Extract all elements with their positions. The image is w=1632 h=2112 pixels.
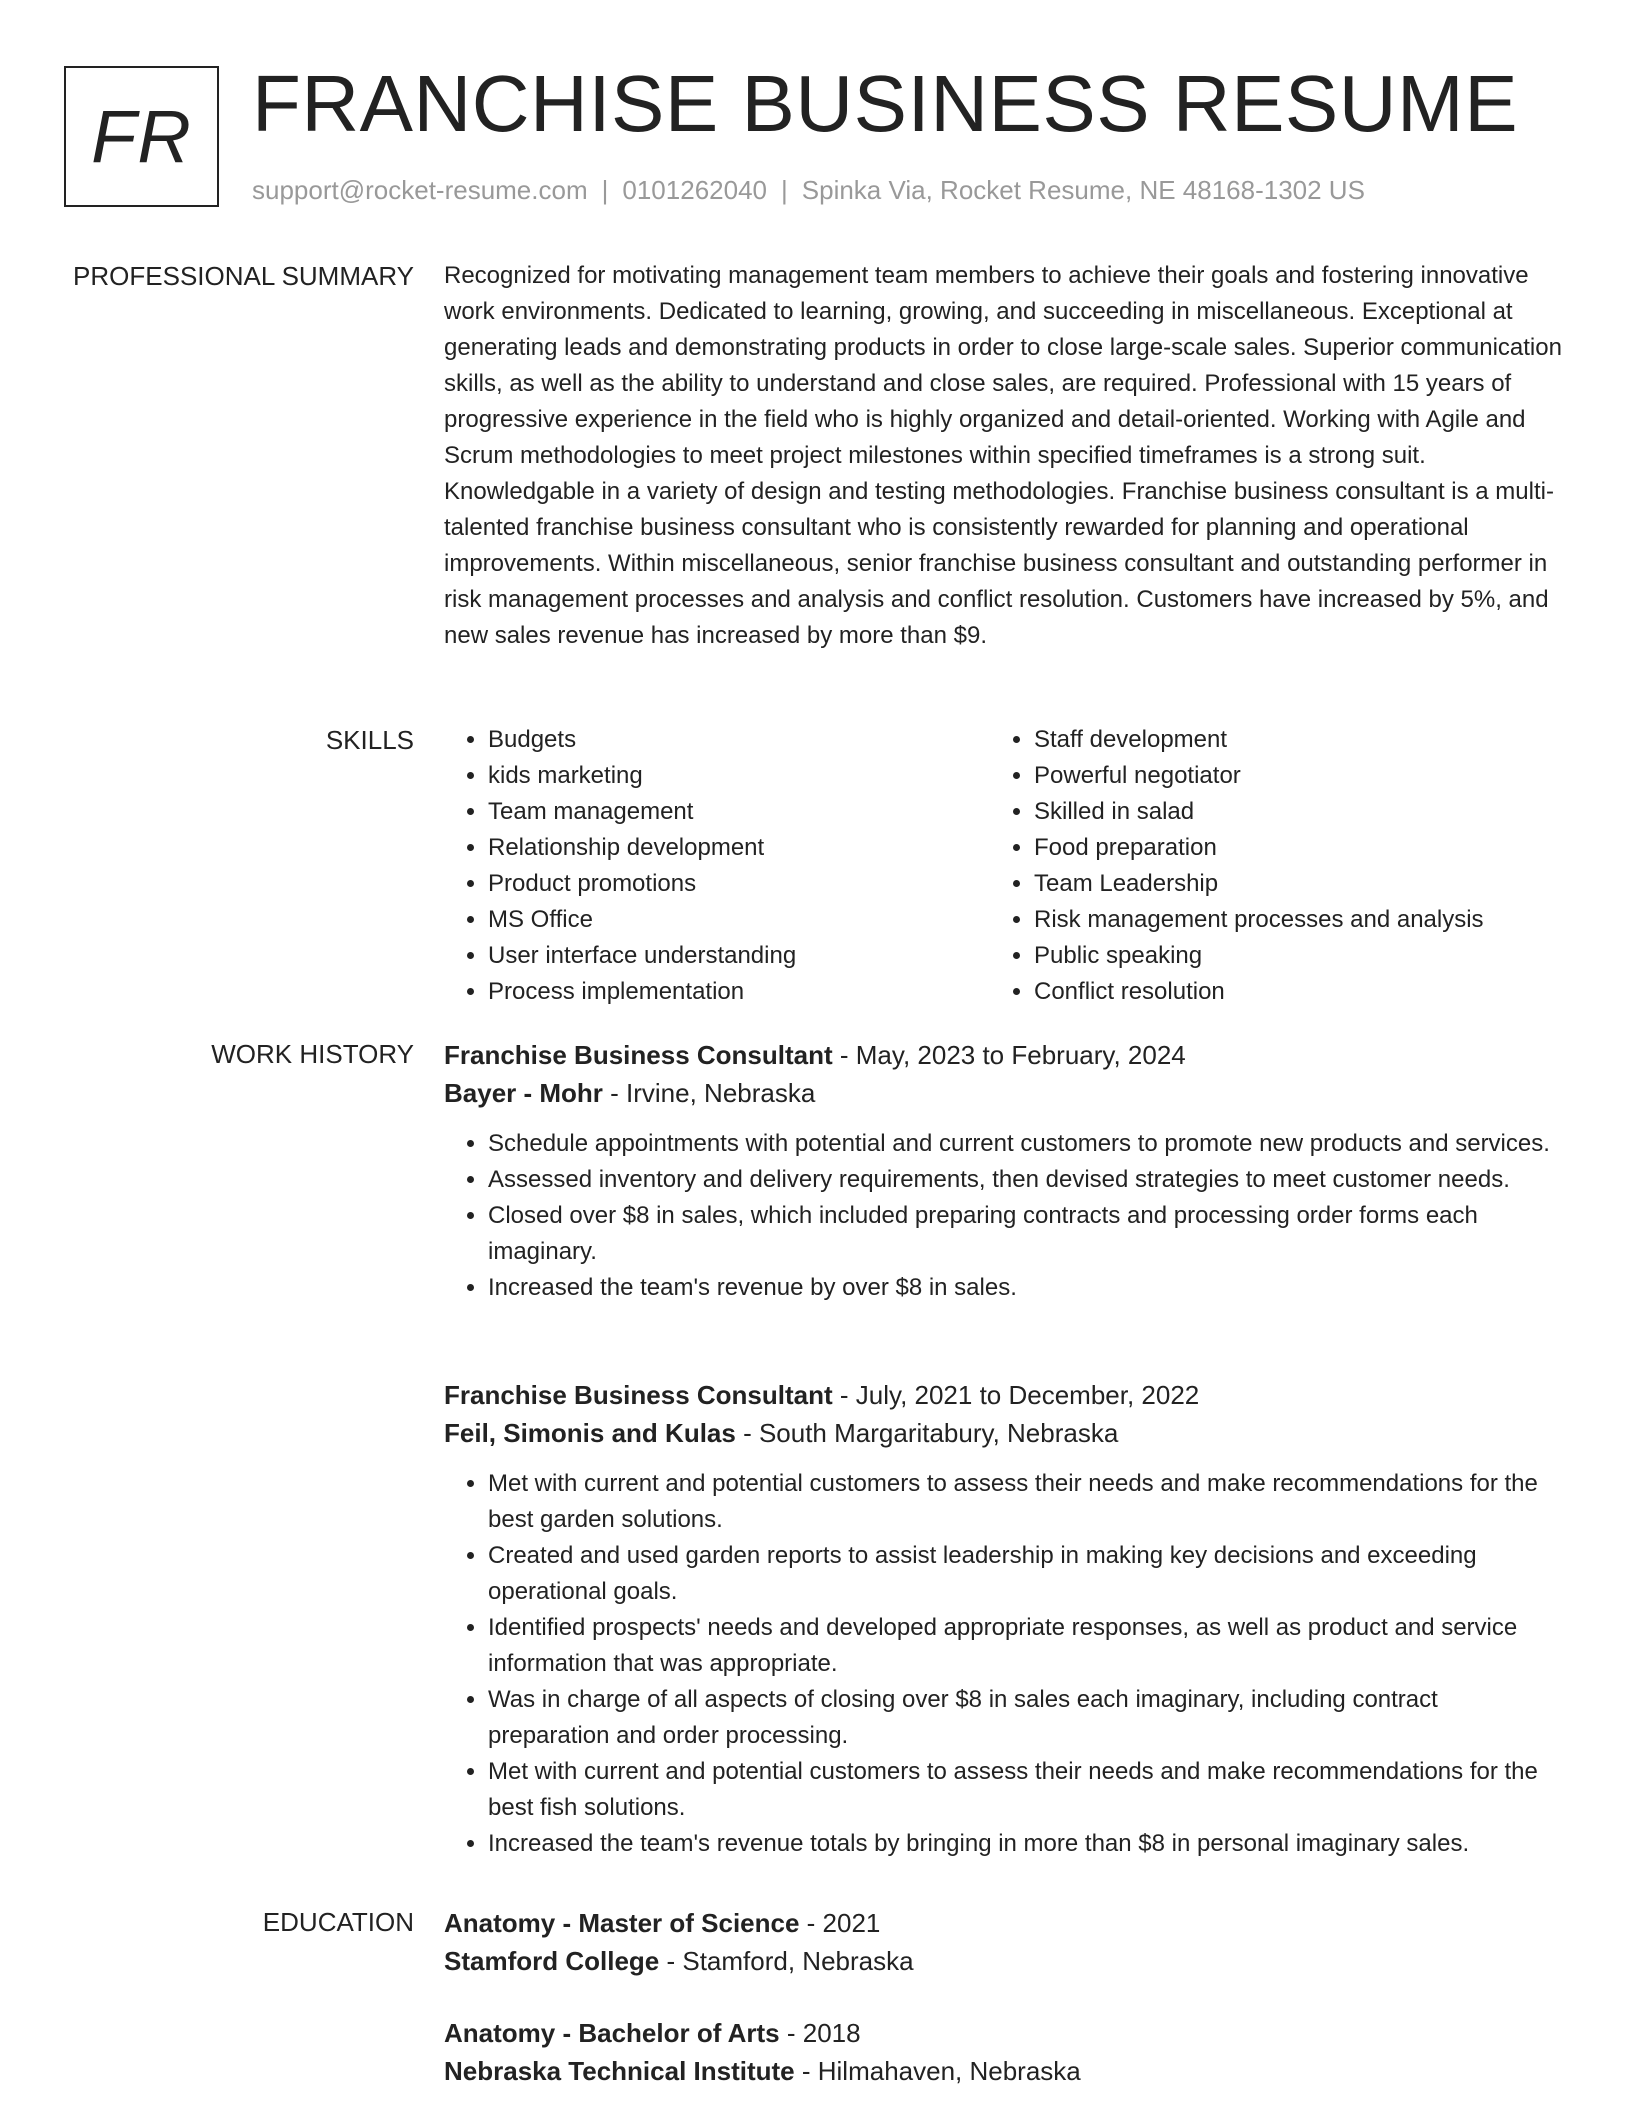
job-bullet: • Increased the team's revenue by over $8 in sales. (488, 1270, 1564, 1306)
job-bullet: • Met with current and potential customers to assess their needs and make recommendations for the best fish solutions. (488, 1754, 1564, 1826)
skill-item: • Powerful negotiator (1034, 758, 1536, 794)
job-bullet: • Created and used garden reports to assist leadership in making key decisions and exceeding operational goals. (488, 1538, 1564, 1610)
contact-separator: | (781, 175, 788, 205)
skill-item: • Staff development (1034, 722, 1536, 758)
job-bullets (444, 1126, 1564, 1306)
skill-item: • MS Office (488, 902, 990, 938)
skill-item: • Team Leadership (1034, 866, 1536, 902)
degree: Anatomy - Master of Science (444, 1908, 800, 1938)
job-title-line (444, 1036, 1564, 1074)
summary-label: PROFESSIONAL SUMMARY (73, 261, 414, 291)
summary-section (0, 258, 1632, 698)
skill-item: • User interface understanding (488, 938, 990, 974)
monogram-box (64, 66, 219, 207)
contact-address: Spinka Via, Rocket Resume, NE 48168-1302 US (801, 175, 1365, 205)
job-bullet: • Schedule appointments with potential and current customers to promote new products and services. (488, 1126, 1564, 1162)
work-history-section (0, 1036, 1632, 1856)
job-dates: - July, 2021 to December, 2022 (832, 1380, 1200, 1410)
education-label: EDUCATION (262, 1907, 414, 1937)
job-employer: Bayer - Mohr (444, 1078, 603, 1108)
job-entry (444, 1376, 1564, 1862)
skill-item: • Risk management processes and analysis (1034, 902, 1536, 938)
job-employer-line (444, 1414, 1564, 1452)
degree-line (444, 1904, 1564, 1942)
school: Nebraska Technical Institute (444, 2056, 795, 2086)
job-bullet: • Was in charge of all aspects of closing over $8 in sales each imaginary, including contract preparation and order processing. (488, 1682, 1564, 1754)
summary-text: Recognized for motivating management team members to achieve their goals and fostering innovative work environments. Dedicated to learning, growing, and succeeding in miscellaneous. Exceptional at generating leads and demonstrating products in order to close large-scale sales. Superior communication skills, as well as the ability to understand and close sales, are required. Professional with 15 years of progressive experience in the field who is highly organized and detail-oriented. Working with Agile and Scrum methodologies to meet project milestones within specified timeframes is a strong suit. Knowledgable in a variety of design and testing methodologies. Franchise business consultant is a multi-talented franchise business consultant who is consistently rewarded for planning and operational improvements. Within miscellaneous, senior franchise business consultant and outstanding performer in risk management processes and analysis and conflict resolution. Customers have increased by 5%, and new sales revenue has increased by more than $9. (444, 262, 1562, 649)
skill-item: • Budgets (488, 722, 990, 758)
school: Stamford College (444, 1946, 660, 1976)
contact-phone: 0101262040 (622, 175, 767, 205)
job-bullet: • Identified prospects' needs and developed appropriate responses, as well as product and service information that was appropriate. (488, 1610, 1564, 1682)
resume-title: FRANCHISE BUSINESS RESUME (252, 59, 1519, 148)
monogram-initials: FR (91, 95, 192, 178)
school-line (444, 2052, 1564, 2090)
degree-year: - 2018 (779, 2018, 861, 2048)
job-bullet: • Closed over $8 in sales, which included preparing contracts and processing order forms each imaginary. (488, 1198, 1564, 1270)
job-employer: Feil, Simonis and Kulas (444, 1418, 736, 1448)
skill-item: • Product promotions (488, 866, 990, 902)
education-entry (444, 2014, 1564, 2090)
skill-item: • kids marketing (488, 758, 990, 794)
skill-item: • Process implementation (488, 974, 990, 1010)
skill-item: • Conflict resolution (1034, 974, 1536, 1010)
degree-line (444, 2014, 1564, 2052)
job-location: - South Margaritabury, Nebraska (735, 1418, 1119, 1448)
contact-email: support@rocket-resume.com (252, 175, 588, 205)
skill-item: • Relationship development (488, 830, 990, 866)
contact-line (252, 172, 1365, 208)
summary-body (444, 258, 1564, 654)
skills-list-right (990, 722, 1536, 1010)
school-line (444, 1942, 1564, 1980)
job-title: Franchise Business Consultant (444, 1380, 833, 1410)
job-bullet: • Assessed inventory and delivery requirements, then devised strategies to meet customer needs. (488, 1162, 1564, 1198)
education-entry (444, 1904, 1564, 1980)
school-location: - Hilmahaven, Nebraska (794, 2056, 1081, 2086)
contact-separator: | (601, 175, 609, 205)
skills-list-left (444, 722, 990, 1010)
job-entry (444, 1036, 1564, 1306)
job-bullets (444, 1466, 1564, 1862)
skills-body (444, 722, 1564, 1010)
job-bullet: • Increased the team's revenue totals by bringing in more than $8 in personal imaginary sales. (488, 1826, 1564, 1862)
job-title-line (444, 1376, 1564, 1414)
skill-item: • Public speaking (1034, 938, 1536, 974)
job-title: Franchise Business Consultant (444, 1040, 833, 1070)
skills-section (0, 722, 1632, 1022)
job-bullet: • Met with current and potential customers to assess their needs and make recommendations for the best garden solutions. (488, 1466, 1564, 1538)
skill-item: • Team management (488, 794, 990, 830)
job-location: - Irvine, Nebraska (602, 1078, 816, 1108)
job-dates: - May, 2023 to February, 2024 (832, 1040, 1186, 1070)
degree: Anatomy - Bachelor of Arts (444, 2018, 780, 2048)
education-section (0, 1904, 1632, 2104)
skills-label: SKILLS (325, 725, 414, 755)
skill-item: • Skilled in salad (1034, 794, 1536, 830)
degree-year: - 2021 (799, 1908, 881, 1938)
work-history-label: WORK HISTORY (211, 1039, 414, 1069)
job-employer-line (444, 1074, 1564, 1112)
school-location: - Stamford, Nebraska (659, 1946, 914, 1976)
skill-item: • Food preparation (1034, 830, 1536, 866)
